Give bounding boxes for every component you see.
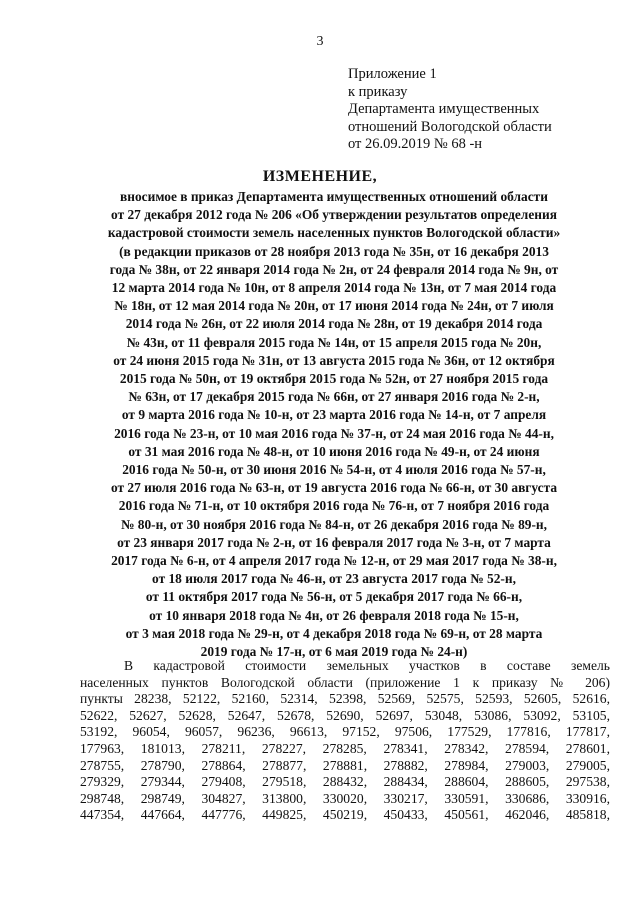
- heading-line: от 27 декабря 2012 года № 206 «Об утверждении результатов определения: [111, 207, 557, 223]
- body-line: 298748, 298749, 304827, 313800, 330020, 330217, 330591, 330686, 330916,: [80, 790, 610, 806]
- appendix-line: от 26.09.2019 № 68 -н: [348, 136, 483, 153]
- heading-line: от 10 января 2018 года № 4н, от 26 февраля 2018 года № 15-н,: [149, 607, 519, 623]
- heading-line: от 11 октября 2017 года № 56-н, от 5 декабря 2017 года № 66-н,: [145, 589, 523, 605]
- heading-line: 2016 года № 50-н, от 30 июня 2016 № 54-н, от 4 июля 2016 года № 57-н,: [122, 462, 546, 478]
- heading-line: 2017 года № 6-н, от 4 апреля 2017 года № 12-н, от 29 мая 2017 года № 38-н,: [111, 553, 557, 569]
- heading-line: (в редакции приказов от 28 ноября 2013 года № 35н, от 16 декабря 2013: [119, 243, 549, 259]
- body-line: населенных пунктов Вологодской области (приложение 1 к приказу № 206): [80, 674, 610, 690]
- body-line: 52622, 52627, 52628, 52647, 52678, 52690, 52697, 53048, 53086, 53092, 53105,: [80, 707, 610, 723]
- appendix-block: [348, 66, 618, 154]
- heading-line: года № 38н, от 22 января 2014 года № 2н, от 24 февраля 2014 года № 9н, от: [109, 261, 559, 277]
- body-line: 278755, 278790, 278864, 278877, 278881, 278882, 278984, 279003, 279005,: [80, 757, 610, 773]
- heading-block: [60, 188, 608, 661]
- heading-line: от 31 мая 2016 года № 48-н, от 10 июня 2016 года № 49-н, от 24 июня: [128, 443, 540, 459]
- appendix-line: отношений Вологодской области: [348, 118, 552, 135]
- body-line: пункты 28238, 52122, 52160, 52314, 52398, 52569, 52575, 52593, 52605, 52616,: [80, 691, 610, 707]
- body-line: 279329, 279344, 279408, 279518, 288432, 288434, 288604, 288605, 297538,: [80, 774, 610, 790]
- heading-line: 2019 года № 17-н, от 6 мая 2019 года № 24-н): [200, 644, 468, 660]
- body-line: 177963, 181013, 278211, 278227, 278285, 278341, 278342, 278594, 278601,: [80, 740, 610, 756]
- heading-line: 2016 года № 71-н, от 10 октября 2016 года № 76-н, от 7 ноября 2016 года: [118, 498, 550, 514]
- heading-line: от 9 марта 2016 года № 10-н, от 23 марта 2016 года № 14-н, от 7 апреля: [121, 407, 547, 423]
- heading-line: 12 марта 2014 года № 10н, от 8 апреля 2014 года № 13н, от 7 мая 2014 года: [111, 280, 557, 296]
- heading-line: вносимое в приказ Департамента имущественных отношений области: [120, 189, 548, 204]
- heading-line: от 18 июля 2017 года № 46-н, от 23 августа 2017 года № 52-н,: [152, 571, 516, 587]
- body-line: В кадастровой стоимости земельных участков в составе земель: [124, 658, 610, 673]
- heading-line: № 18н, от 12 мая 2014 года № 20н, от 17 июня 2014 года № 24н, от 7 июля: [114, 298, 554, 314]
- body-text: [80, 658, 610, 824]
- heading-line: 2014 года № 26н, от 22 июля 2014 года № 28н, от 19 декабря 2014 года: [125, 316, 543, 332]
- heading-line: № 43н, от 11 февраля 2015 года № 14н, от 15 апреля 2015 года № 20н,: [126, 334, 542, 350]
- heading-line: 2015 года № 50н, от 19 октября 2015 года № 52н, от 27 ноября 2015 года: [119, 371, 549, 387]
- heading-line: от 23 января 2017 года № 2-н, от 16 февраля 2017 года № 3-н, от 7 марта: [117, 534, 551, 550]
- heading-line: 2016 года № 23-н, от 10 мая 2016 года № 37-н, от 24 мая 2016 года № 44-н,: [114, 425, 554, 441]
- body-line: 447354, 447664, 447776, 449825, 450219, 450433, 450561, 462046, 485818,: [80, 807, 610, 823]
- page-number: 3: [316, 34, 324, 49]
- heading-line: от 27 июля 2016 года № 63-н, от 19 августа 2016 года № 66-н, от 30 августа: [110, 480, 558, 496]
- heading-line: от 24 июня 2015 года № 31н, от 13 августа 2015 года № 36н, от 12 октября: [113, 352, 555, 368]
- heading-line: кадастровой стоимости земель населенных пунктов Вологодской области»: [107, 225, 561, 241]
- appendix-line: Приложение 1: [348, 66, 437, 82]
- heading-line: № 63н, от 17 декабря 2015 года № 66н, от 27 января 2016 года № 2-н,: [128, 389, 540, 405]
- appendix-line: Департамента имущественных: [348, 101, 540, 118]
- heading-line: от 3 мая 2018 года № 29-н, от 4 декабря 2018 года № 69-н, от 28 марта: [125, 625, 543, 641]
- appendix-line: к приказу: [348, 83, 408, 100]
- heading-line: № 80-н, от 30 ноября 2016 года № 84-н, от 26 декабря 2016 года № 89-н,: [120, 516, 547, 532]
- document-title: ИЗМЕНЕНИЕ,: [262, 168, 378, 185]
- body-line: 53192, 96054, 96057, 96236, 96613, 97152, 97506, 177529, 177816, 177817,: [80, 724, 610, 740]
